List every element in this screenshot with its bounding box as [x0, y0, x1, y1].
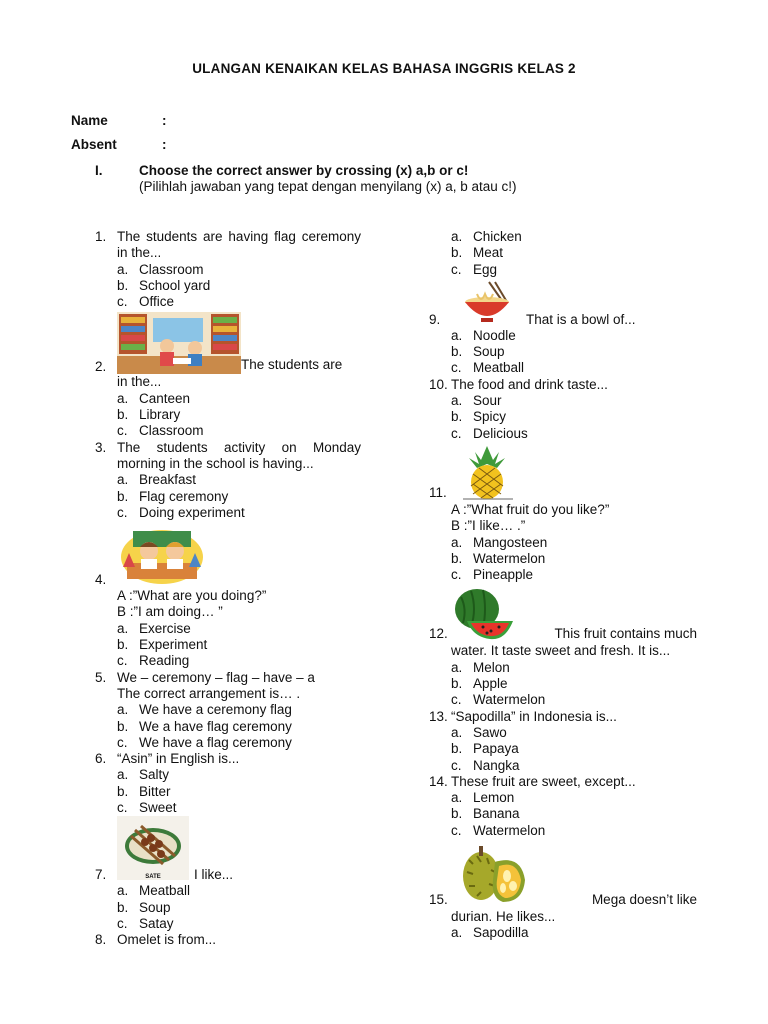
- option-letter: b.: [117, 718, 129, 734]
- question-text: The students activity on Monday morning in the school is having...: [117, 439, 361, 471]
- option-text: Sour: [473, 393, 502, 409]
- option-letter: c.: [117, 294, 128, 310]
- question-text: The food and drink taste...: [451, 376, 608, 392]
- option-3c[interactable]: [95, 505, 361, 521]
- option-letter: a.: [117, 472, 129, 488]
- option-9b[interactable]: [429, 344, 697, 360]
- question-number: 8.: [95, 932, 107, 948]
- right-column: [429, 229, 697, 942]
- question-number: 6.: [95, 751, 107, 767]
- option-11b[interactable]: [429, 551, 697, 567]
- option-letter: c.: [117, 734, 128, 750]
- option-text: Meat: [473, 245, 504, 261]
- option-letter: b.: [451, 409, 463, 425]
- option-3b[interactable]: [95, 489, 361, 505]
- question-6: [95, 751, 361, 767]
- option-text: Flag ceremony: [139, 488, 229, 504]
- option-letter: c.: [117, 915, 128, 931]
- question-11: [429, 442, 697, 502]
- option-letter: b.: [451, 550, 463, 566]
- option-13c[interactable]: [429, 758, 697, 774]
- option-letter: a.: [117, 620, 129, 636]
- option-letter: a.: [451, 327, 463, 343]
- option-letter: a.: [117, 767, 129, 783]
- option-text: Bitter: [139, 783, 171, 799]
- option-14b[interactable]: [429, 806, 697, 822]
- option-9c[interactable]: [429, 360, 697, 376]
- option-letter: a.: [451, 925, 463, 941]
- question-text-continued: The correct arrangement is… .: [117, 685, 301, 701]
- option-text: Experiment: [139, 637, 208, 653]
- option-letter: a.: [451, 393, 463, 409]
- option-text: We have a ceremony flag: [139, 702, 292, 718]
- option-13a[interactable]: [429, 725, 697, 741]
- option-text: Banana: [473, 806, 520, 822]
- question-1: [95, 229, 361, 262]
- option-3a[interactable]: [95, 472, 361, 488]
- option-text: Watermelon: [473, 550, 546, 566]
- option-letter: b.: [117, 277, 129, 293]
- question-9: [429, 278, 697, 328]
- option-7a[interactable]: [95, 883, 361, 899]
- option-text: Chicken: [473, 229, 522, 244]
- question-text: These fruit are sweet, except...: [451, 773, 636, 789]
- option-1c[interactable]: [95, 294, 361, 310]
- option-letter: c.: [451, 360, 462, 376]
- option-5a[interactable]: [95, 702, 361, 718]
- name-colon: :: [162, 113, 167, 128]
- question-text: We – ceremony – flag – have – a: [117, 669, 315, 685]
- option-letter: b.: [117, 783, 129, 799]
- dialog-line-a: A :”What are you doing?”: [117, 588, 267, 604]
- question-number: 13.: [429, 708, 448, 724]
- option-letter: a.: [117, 702, 129, 718]
- option-text: Doing experiment: [139, 504, 245, 520]
- dialog-line-a: A :”What fruit do you like?”: [451, 501, 610, 517]
- question-text: That is a bowl of...: [526, 311, 636, 327]
- watermelon-picture: [453, 587, 515, 641]
- option-6c[interactable]: [95, 800, 361, 816]
- question-number: 10.: [429, 376, 448, 392]
- question-number: 14.: [429, 773, 448, 789]
- option-text: Mangosteen: [473, 534, 548, 550]
- question-12: [429, 583, 697, 643]
- option-11a[interactable]: [429, 535, 697, 551]
- option-letter: c.: [451, 567, 462, 583]
- option-letter: a.: [451, 659, 463, 675]
- option-text: We a have flag ceremony: [139, 718, 292, 734]
- dialog-line-b: B :”I like… .”: [451, 518, 526, 534]
- option-letter: b.: [117, 407, 129, 423]
- option-7c[interactable]: [95, 916, 361, 932]
- option-text: Delicious: [473, 425, 528, 441]
- option-8a[interactable]: [429, 229, 697, 245]
- option-13b[interactable]: [429, 741, 697, 757]
- option-text: Sweet: [139, 800, 177, 816]
- question-text-continued: water. It taste sweet and fresh. It is...: [451, 643, 671, 659]
- option-text: Soup: [139, 899, 171, 915]
- option-6b[interactable]: [95, 784, 361, 800]
- option-2c[interactable]: [95, 423, 361, 439]
- option-15a[interactable]: [429, 925, 697, 941]
- option-text: Classroom: [139, 423, 204, 439]
- question-5: [95, 670, 361, 686]
- section-subtitle: (Pilihlah jawaban yang tepat dengan menyilang (x) a, b atau c!): [139, 179, 517, 194]
- question-number: 11.: [429, 484, 447, 500]
- option-letter: b.: [451, 741, 463, 757]
- question-4: [95, 521, 361, 588]
- satay-caption: SATE: [145, 873, 161, 880]
- option-10a[interactable]: [429, 393, 697, 409]
- question-number: 2.: [95, 359, 107, 375]
- dialog-line-b: B :”I am doing… ”: [117, 604, 223, 620]
- option-9a[interactable]: [429, 328, 697, 344]
- question-7: [95, 816, 361, 883]
- option-text: Watermelon: [473, 822, 546, 838]
- option-1b[interactable]: [95, 278, 361, 294]
- option-text: Noodle: [473, 327, 516, 343]
- option-text: Meatball: [473, 360, 525, 376]
- option-text: Exercise: [139, 620, 191, 636]
- question-text: This fruit contains much: [554, 626, 697, 642]
- option-4b[interactable]: [95, 637, 361, 653]
- option-text: Soup: [473, 344, 505, 360]
- question-number: 7.: [95, 867, 107, 883]
- option-text: Papaya: [473, 741, 519, 757]
- option-letter: a.: [451, 790, 463, 806]
- option-text: Sapodilla: [473, 925, 529, 941]
- option-letter: a.: [117, 261, 129, 277]
- question-number: 12.: [429, 626, 448, 642]
- question-number: 5.: [95, 669, 107, 685]
- question-text: I like...: [194, 867, 234, 883]
- option-text: Sawo: [473, 724, 507, 740]
- option-1a[interactable]: [95, 262, 361, 278]
- name-field: [71, 113, 167, 128]
- page-title: ULANGAN KENAIKAN KELAS BAHASA INGGRIS KELAS 2: [192, 61, 576, 76]
- question-number: 4.: [95, 572, 107, 588]
- option-text: Salty: [139, 767, 170, 783]
- name-label: Name: [71, 113, 108, 128]
- section-title: Choose the correct answer by crossing (x) a,b or c!: [139, 163, 469, 178]
- option-2b[interactable]: [95, 407, 361, 423]
- absent-label: Absent: [71, 137, 117, 152]
- option-text: Pineapple: [473, 567, 534, 583]
- option-letter: b.: [451, 245, 463, 261]
- option-6a[interactable]: [95, 767, 361, 783]
- question-8: [95, 932, 361, 948]
- option-text: Library: [139, 407, 181, 423]
- option-4c[interactable]: [95, 653, 361, 669]
- option-14a[interactable]: [429, 790, 697, 806]
- option-text: Lemon: [473, 790, 515, 806]
- option-text: Nangka: [473, 757, 520, 773]
- option-10b[interactable]: [429, 409, 697, 425]
- pineapple-picture: [459, 444, 515, 500]
- option-text: Breakfast: [139, 472, 197, 488]
- option-5b[interactable]: [95, 719, 361, 735]
- option-letter: c.: [117, 504, 128, 520]
- option-text: We have a flag ceremony: [139, 734, 292, 750]
- option-text: Meatball: [139, 883, 191, 899]
- option-letter: c.: [117, 423, 128, 439]
- question-number: 15.: [429, 892, 448, 908]
- section-number: I.: [95, 163, 103, 178]
- option-letter: c.: [451, 261, 462, 277]
- option-letter: c.: [117, 653, 128, 669]
- question-text: “Asin” in English is...: [117, 751, 240, 767]
- option-letter: a.: [451, 724, 463, 740]
- noodle-bowl-picture: [451, 280, 523, 326]
- jackfruit-picture: [459, 842, 529, 906]
- left-column: [95, 229, 361, 949]
- question-14: [429, 774, 697, 790]
- question-text: The students are having flag ceremony in the...: [117, 229, 361, 261]
- option-text: Watermelon: [473, 692, 546, 708]
- absent-field: [71, 137, 167, 152]
- option-letter: c.: [451, 757, 462, 773]
- question-10: [429, 377, 697, 393]
- option-5c[interactable]: [95, 735, 361, 751]
- option-letter: a.: [117, 390, 129, 406]
- option-letter: b.: [117, 899, 129, 915]
- option-2a[interactable]: [95, 391, 361, 407]
- option-10c[interactable]: [429, 426, 697, 442]
- option-letter: c.: [451, 822, 462, 838]
- option-letter: c.: [451, 692, 462, 708]
- question-text: Omelet is from...: [117, 932, 217, 948]
- option-letter: c.: [451, 425, 462, 441]
- option-text: Classroom: [139, 261, 204, 277]
- satay-plate-icon: [117, 816, 189, 868]
- question-15: [429, 839, 697, 909]
- library-picture: [117, 312, 241, 374]
- question-2: [95, 310, 361, 374]
- option-letter: b.: [451, 806, 463, 822]
- option-14c[interactable]: [429, 823, 697, 839]
- option-text: Satay: [139, 915, 174, 931]
- option-8c[interactable]: [429, 262, 697, 278]
- option-text: Melon: [473, 659, 510, 675]
- question-text: The students are: [241, 357, 343, 373]
- option-letter: a.: [117, 883, 129, 899]
- option-letter: b.: [451, 344, 463, 360]
- satay-picture: [117, 816, 189, 880]
- option-letter: b.: [451, 676, 463, 692]
- option-text: Office: [139, 294, 175, 310]
- option-7b[interactable]: [95, 900, 361, 916]
- option-12b[interactable]: [429, 676, 697, 692]
- question-number: 3.: [95, 439, 107, 455]
- option-12c[interactable]: [429, 692, 697, 708]
- question-text: “Sapodilla” in Indonesia is...: [451, 708, 617, 724]
- option-11c[interactable]: [429, 567, 697, 583]
- question-text-continued: durian. He likes...: [451, 909, 556, 925]
- option-12a[interactable]: [429, 660, 697, 676]
- absent-colon: :: [162, 137, 167, 152]
- option-letter: a.: [451, 229, 463, 244]
- experiment-picture: [119, 525, 205, 585]
- question-number: 9.: [429, 311, 441, 327]
- option-text: School yard: [139, 277, 211, 293]
- question-text-continued: in the...: [117, 374, 162, 390]
- option-letter: b.: [117, 488, 129, 504]
- option-text: Apple: [473, 676, 508, 692]
- option-letter: b.: [117, 637, 129, 653]
- option-4a[interactable]: [95, 621, 361, 637]
- option-text: Egg: [473, 261, 498, 277]
- option-text: Reading: [139, 653, 190, 669]
- option-text: Canteen: [139, 390, 191, 406]
- option-letter: c.: [117, 800, 128, 816]
- option-text: Spicy: [473, 409, 507, 425]
- question-number: 1.: [95, 229, 107, 244]
- question-13: [429, 709, 697, 725]
- question-text: Mega doesn’t like: [591, 892, 697, 908]
- option-8b[interactable]: [429, 245, 697, 261]
- option-letter: a.: [451, 534, 463, 550]
- question-3: [95, 440, 361, 473]
